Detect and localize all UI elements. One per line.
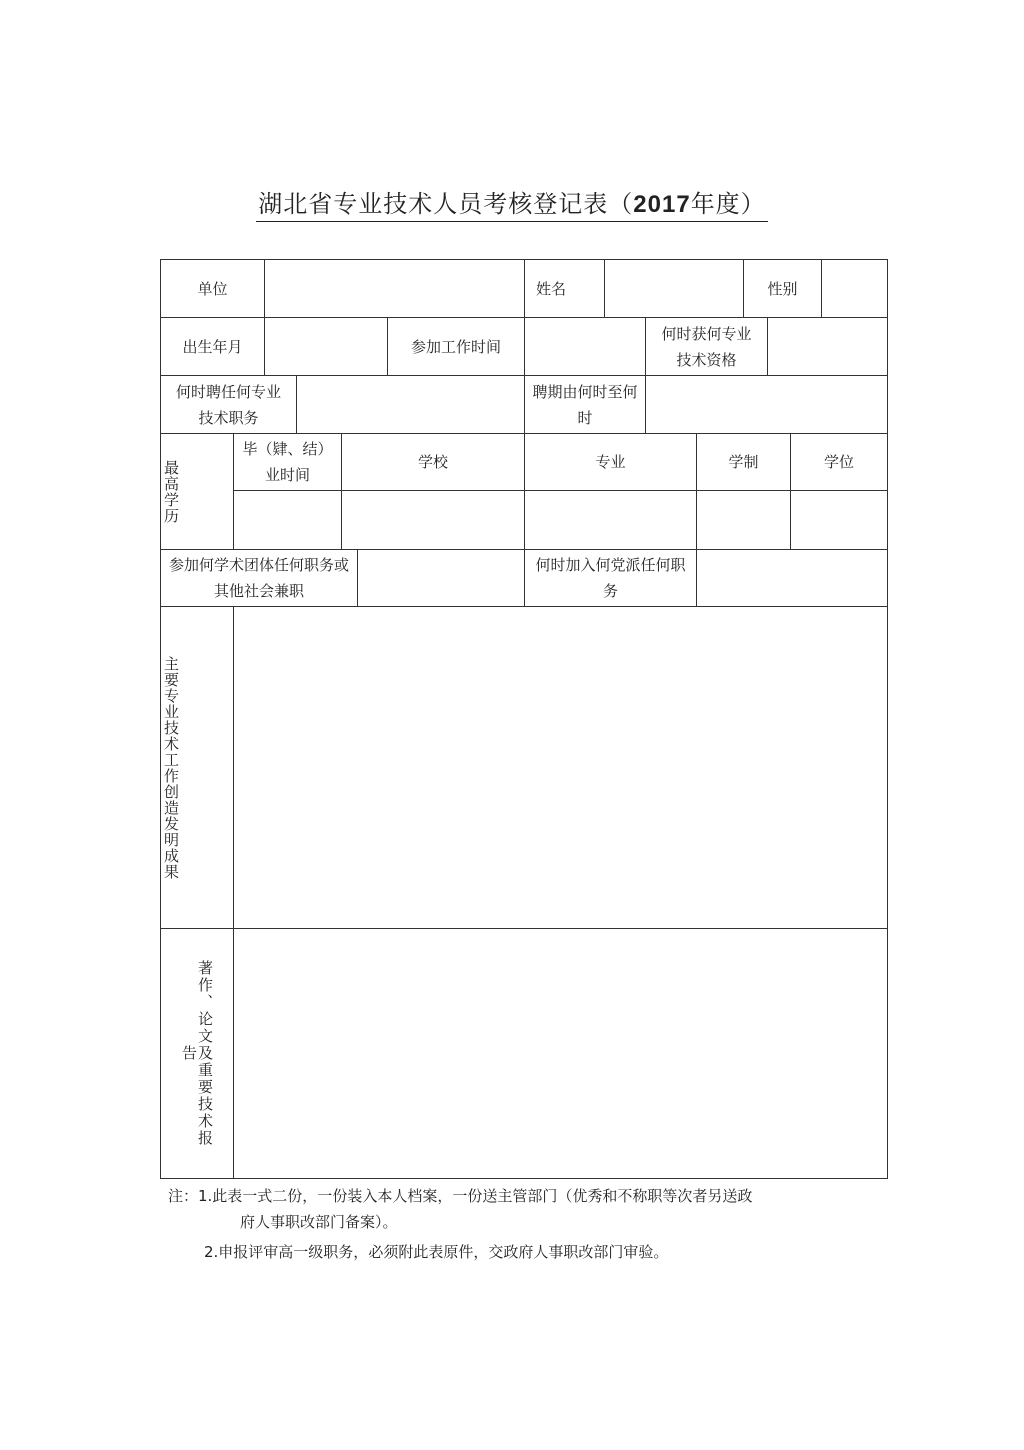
academic-label: 参加何学术团体任何职务或其他社会兼职: [168, 556, 349, 600]
birth-field[interactable]: [264, 317, 388, 376]
name-label-cell: [524, 259, 605, 318]
unit-field[interactable]: [264, 259, 525, 318]
title-year: 2017: [633, 191, 691, 218]
publications-label-cell: [160, 928, 234, 1179]
qualification-label-cell: [645, 317, 768, 376]
graduation-label: 毕（肄、结）业时间: [242, 440, 333, 484]
name-field[interactable]: [604, 259, 744, 318]
page-title: [0, 184, 1024, 222]
party-label: 何时加入何党派任何职务: [535, 556, 686, 600]
gender-label: 性别: [767, 279, 798, 298]
term-label-cell: [524, 375, 646, 434]
work-start-label-cell: [387, 317, 525, 376]
party-field[interactable]: [696, 549, 888, 607]
notes: [168, 1183, 752, 1265]
graduation-field[interactable]: [233, 490, 342, 550]
education-label-cell: [160, 433, 234, 550]
degree-label: 学位: [823, 453, 854, 471]
education-label: 最高学历: [162, 459, 180, 524]
title-suffix: 年度）: [690, 190, 766, 218]
publications-label: 著作、论文及重要技术报告: [180, 960, 214, 1147]
term-label: 聘期由何时至何时: [532, 382, 638, 427]
graduation-label-cell: [233, 433, 342, 491]
gender-field[interactable]: [821, 259, 888, 318]
achievements-label-cell: [160, 606, 234, 929]
registration-form: [160, 259, 888, 1179]
unit-label-cell: [160, 259, 265, 318]
birth-label: 出生年月: [182, 337, 243, 356]
publications-field[interactable]: [233, 928, 888, 1179]
major-label: 专业: [595, 453, 626, 471]
name-label: 姓名: [536, 279, 567, 298]
achievements-label: 主要专业技术工作创造发明成果: [162, 655, 180, 880]
work-start-field[interactable]: [524, 317, 646, 376]
position-field[interactable]: [296, 375, 525, 434]
position-label: 何时聘任何专业技术职务: [175, 382, 281, 427]
major-field[interactable]: [524, 490, 697, 550]
note-1-continued: 府人事职改部门备案）。: [240, 1213, 398, 1231]
qualification-field[interactable]: [767, 317, 888, 376]
qualification-label: 何时获何专业技术资格: [661, 324, 752, 369]
term-field[interactable]: [645, 375, 888, 434]
birth-label-cell: [160, 317, 265, 376]
note-1: 注：1.此表一式二份，一份装入本人档案，一份送主管部门（优秀和不称职等次者另送政: [168, 1187, 753, 1205]
schooling-label: 学制: [728, 453, 759, 471]
school-label: 学校: [417, 453, 448, 471]
major-label-cell: [524, 433, 697, 491]
achievements-field[interactable]: [233, 606, 888, 929]
academic-field[interactable]: [357, 549, 525, 607]
schooling-label-cell: [696, 433, 791, 491]
degree-label-cell: [790, 433, 888, 491]
note-2: 2.申报评审高一级职务，必须附此表原件，交政府人事职改部门审验。: [204, 1243, 669, 1261]
academic-label-cell: [160, 549, 358, 607]
degree-field[interactable]: [790, 490, 888, 550]
school-field[interactable]: [341, 490, 525, 550]
unit-label: 单位: [197, 279, 228, 298]
work-start-label: 参加工作时间: [410, 337, 501, 356]
school-label-cell: [341, 433, 525, 491]
party-label-cell: [524, 549, 697, 607]
position-label-cell: [160, 375, 297, 434]
gender-label-cell: [743, 259, 822, 318]
title-prefix: 湖北省专业技术人员考核登记表（: [258, 190, 634, 218]
schooling-field[interactable]: [696, 490, 791, 550]
